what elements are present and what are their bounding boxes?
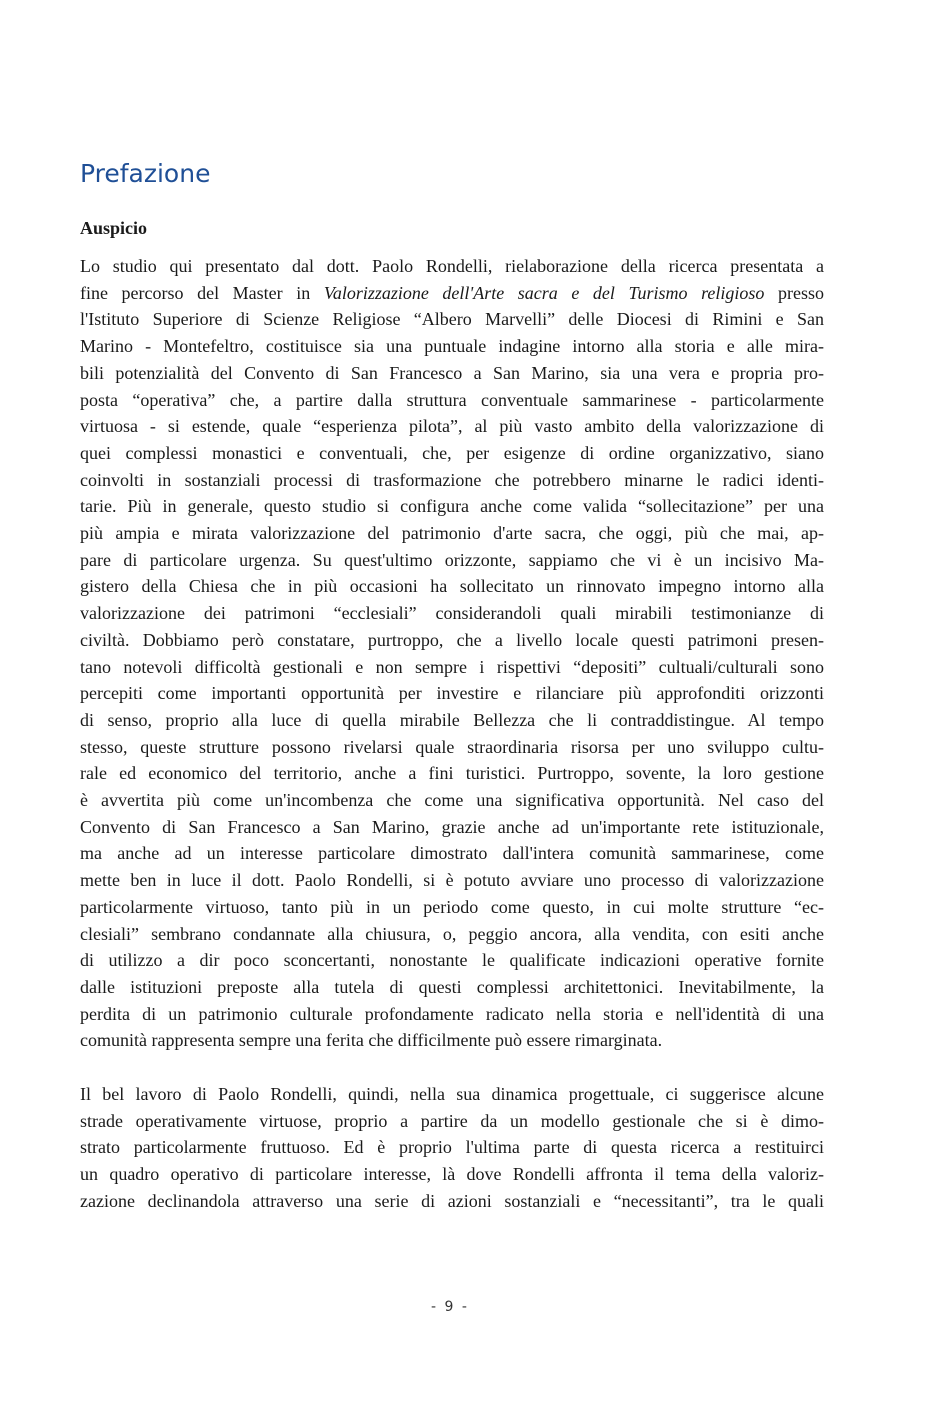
text-line: strato particolarmente fruttuoso. Ed è proprio l'ultima parte di questa ricerca a restituirci	[80, 1137, 824, 1158]
text-line: perdita di un patrimonio culturale profondamente radicato nella storia e nell'identità di una	[80, 1003, 824, 1024]
text-line: quei complessi monastici e conventuali, che, per esigenze di ordine organizzativo, siano	[80, 442, 824, 463]
text-line: stesso, queste strutture possono rivelarsi quale straordinaria risorsa per uno sviluppo cultu-	[80, 736, 824, 757]
text-segment: presso	[778, 282, 825, 303]
text-line: Lo studio qui presentato dal dott. Paolo Rondelli, rielaborazione della ricerca presentata a	[80, 256, 824, 276]
text-line: gistero della Chiesa che in più occasioni ha sollecitato un rinnovato impegno intorno alla	[80, 576, 824, 597]
paragraph-2	[80, 1081, 824, 1215]
text-line: tarie. Più in generale, questo studio si configura anche come valida “sollecitazione” per una	[80, 496, 824, 517]
text-line: pare di particolare urgenza. Su quest'ultimo orizzonte, sappiamo che vi è un incisivo Ma-	[80, 549, 824, 570]
paragraph-1	[80, 253, 824, 1054]
text-line: di utilizzo a dir poco sconcertanti, nonostante le qualificate indicazioni operative fornite	[80, 950, 824, 971]
text-line: comunità rappresenta sempre una ferita che difficilmente può essere rimarginata.	[80, 1030, 663, 1051]
text-line: bili potenzialità del Convento di San Francesco a San Marino, sia una vera e propria pro-	[80, 362, 824, 383]
text-line: percepiti come importanti opportunità per investire e rilanciare più approfonditi orizzonti	[80, 683, 824, 704]
text-line: virtuosa - si estende, quale “esperienza pilota”, al più vasto ambito della valorizzazione di	[80, 416, 824, 437]
text-line: coinvolti in sostanziali processi di trasformazione che potrebbero minarne le radici identi-	[80, 469, 824, 490]
text-line: più ampia e mirata valorizzazione del patrimonio d'arte sacra, che oggi, più che mai, ap-	[80, 523, 824, 544]
text-line: dalle istituzioni preposte alla tutela di questi complessi architettonici. Inevitabilmente, la	[80, 976, 824, 997]
text-line: tano notevoli difficoltà gestionali e non sempre i rispettivi “depositi” cultuali/culturali sono	[80, 656, 824, 677]
text-line: particolarmente virtuoso, tanto più in un periodo come questo, in cui molte strutture “ec-	[80, 896, 824, 917]
master-title-italic: Valorizzazione dell'Arte sacra e del Turismo religioso	[323, 282, 765, 303]
text-line: un quadro operativo di particolare interesse, là dove Rondelli affronta il tema della valoriz-	[80, 1164, 824, 1185]
text-line: zazione declinandola attraverso una serie di azioni sostanziali e “necessitanti”, tra le quali	[80, 1190, 824, 1211]
text-line: strade operativamente virtuose, proprio a partire da un modello gestionale che si è dimo-	[80, 1110, 824, 1131]
chapter-title: Prefazione	[80, 159, 211, 188]
text-line: Marino - Montefeltro, costituisce sia una puntuale indagine intorno alla storia e alle mira-	[80, 336, 824, 357]
text-line	[80, 280, 824, 307]
page-number: - 9 -	[431, 1299, 469, 1315]
text-line: clesiali” sembrano condannate alla chiusura, o, peggio ancora, alla vendita, con esiti anche	[80, 923, 824, 944]
text-line: l'Istituto Superiore di Scienze Religiose “Albero Marvelli” delle Diocesi di Rimini e San	[80, 309, 824, 330]
text-line: di senso, proprio alla luce di quella mirabile Bellezza che li contraddistingue. Al tempo	[80, 709, 824, 730]
text-line: rale ed economico del territorio, anche a fini turistici. Purtroppo, sovente, la loro gestione	[80, 763, 824, 784]
text-line: mette ben in luce il dott. Paolo Rondelli, si è potuto avviare uno processo di valorizzazione	[80, 870, 824, 891]
text-segment: fine percorso del Master in	[80, 282, 311, 303]
text-line: Convento di San Francesco a San Marino, grazie anche ad un'importante rete istituzionale,	[80, 816, 824, 837]
text-line: posta “operativa” che, a partire dalla struttura conventuale sammarinese - particolarmente	[80, 389, 824, 410]
section-heading: Auspicio	[80, 218, 148, 238]
text-line: è avvertita più come un'incombenza che come una significativa opportunità. Nel caso del	[80, 790, 824, 811]
text-line: civiltà. Dobbiamo però constatare, purtroppo, che a livello locale questi patrimoni presen-	[80, 629, 824, 650]
text-line: Il bel lavoro di Paolo Rondelli, quindi, nella sua dinamica progettuale, ci suggerisce alcune	[80, 1084, 824, 1104]
text-line: valorizzazione dei patrimoni “ecclesiali” considerandoli quali mirabili testimonianze di	[80, 603, 824, 624]
text-line: ma anche ad un interesse particolare dimostrato dall'intera comunità sammarinese, come	[80, 843, 824, 864]
